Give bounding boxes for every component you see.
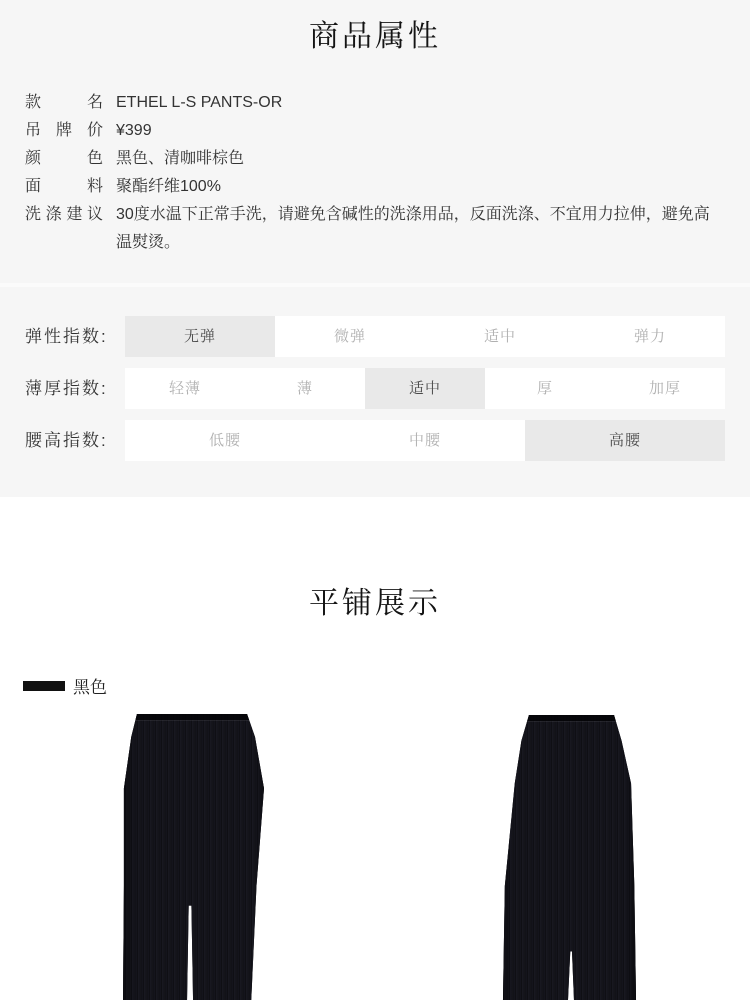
attr-value-fabric: 聚酯纤维100%: [116, 178, 221, 195]
black-color-swatch: [23, 681, 65, 691]
attr-row-wash-advice: [25, 201, 725, 257]
elasticity-index-label: 弹性指数:: [25, 327, 108, 346]
color-legend: [23, 673, 107, 698]
pants-back-photo: [498, 715, 640, 1000]
elasticity-option-slight: 微弹: [275, 316, 425, 357]
color-name-label: 黑色: [73, 678, 107, 697]
thickness-index-label: 薄厚指数:: [25, 379, 108, 398]
waist-height-index-scale: [125, 420, 725, 461]
thickness-index-scale: [125, 368, 725, 409]
waist-height-index-row: [25, 420, 725, 461]
attr-row-fabric: [25, 173, 725, 201]
elasticity-index-row: [25, 316, 725, 357]
attr-value-color: 黑色、清咖啡棕色: [116, 150, 245, 167]
flat-display-section: [0, 497, 750, 1000]
elasticity-option-stretch: 弹力: [575, 316, 725, 357]
attr-row-style-name: [25, 89, 725, 117]
waist-option-mid: 中腰: [325, 420, 525, 461]
attr-row-tag-price: [25, 117, 725, 145]
attr-value-style-name: ETHEL L-S PANTS-OR: [116, 94, 283, 111]
attr-value-tag-price: ¥399: [116, 122, 152, 139]
attr-value-wash-advice: 30度水温下正常手洗，请避免含碱性的洗涤用品，反面洗涤、不宜用力拉伸，避免高温熨烫。: [116, 206, 710, 251]
product-attributes-section: [0, 0, 750, 283]
waist-height-index-label: 腰高指数:: [25, 431, 108, 450]
attr-label-wash-advice: 洗涤建议: [25, 206, 103, 223]
attr-label-color: 颜色: [25, 150, 103, 167]
thickness-option-medium: 适中: [365, 368, 485, 409]
attr-row-color: [25, 145, 725, 173]
product-index-section: [0, 287, 750, 497]
waist-option-low: 低腰: [125, 420, 325, 461]
attr-label-tag-price: 吊牌价: [25, 122, 103, 139]
thickness-option-light: 薄: [245, 368, 365, 409]
elasticity-option-none: 无弹: [125, 316, 275, 357]
thickness-option-thick: 厚: [485, 368, 605, 409]
section-title-product-attributes: 商品属性: [309, 20, 441, 53]
elasticity-option-medium: 适中: [425, 316, 575, 357]
section-title-flat-display: 平铺展示: [309, 587, 441, 620]
attr-label-fabric: 面料: [25, 178, 103, 195]
thickness-option-very-thick: 加厚: [605, 368, 725, 409]
waist-option-high: 高腰: [525, 420, 725, 461]
elasticity-index-scale: [125, 316, 725, 357]
thickness-option-very-light: 轻薄: [125, 368, 245, 409]
attr-label-style-name: 款名: [25, 94, 103, 111]
thickness-index-row: [25, 368, 725, 409]
pants-front-photo: [120, 714, 270, 1000]
